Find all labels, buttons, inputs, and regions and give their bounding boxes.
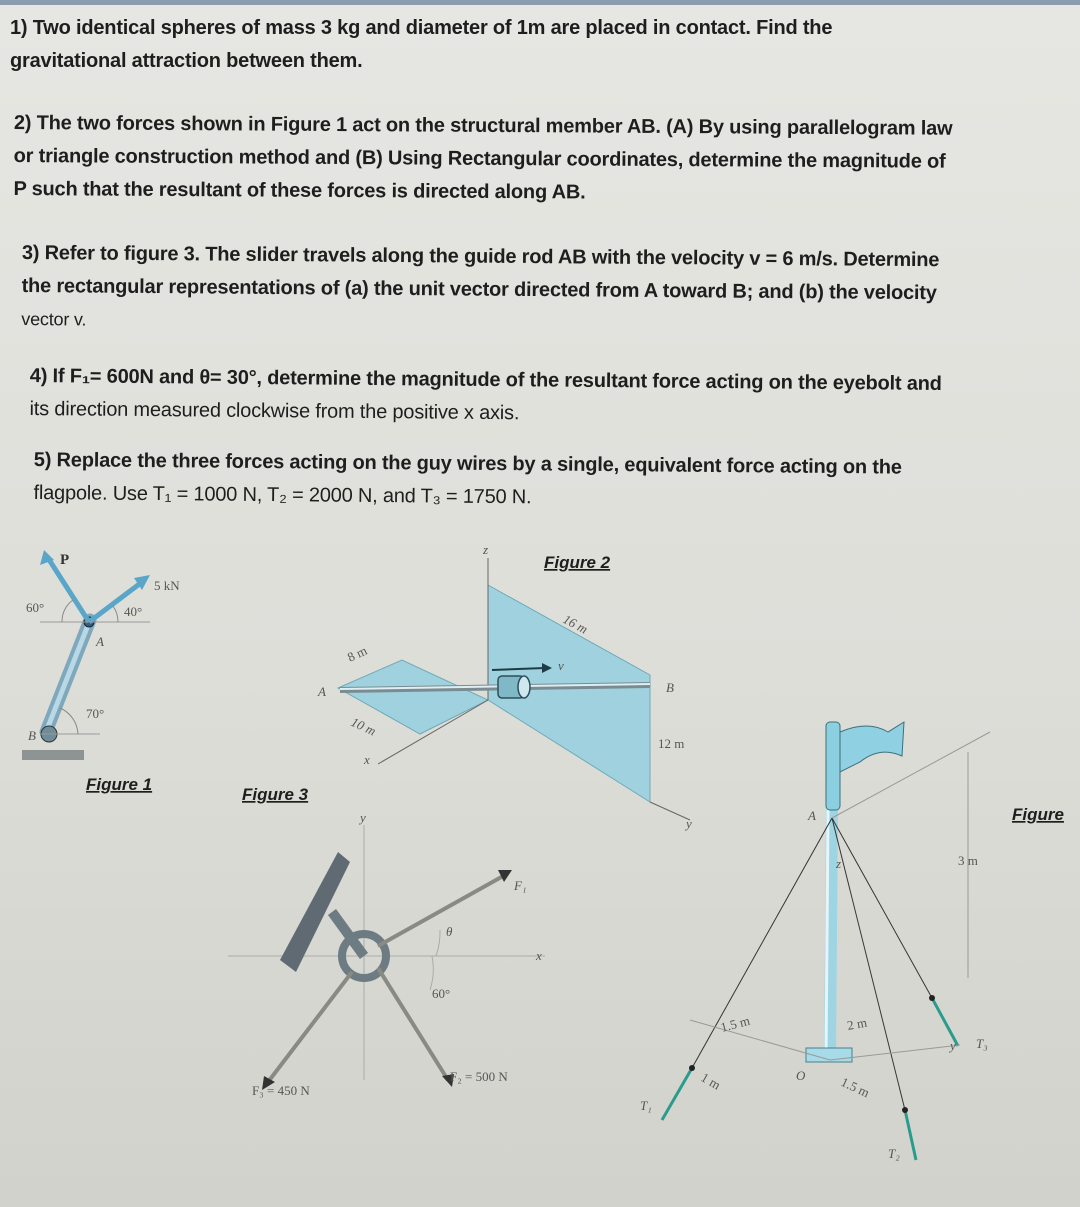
question-2-line-3: P such that the resultant of these forces is directed along AB. [13,177,586,204]
label-2m: 2 m [845,1014,869,1033]
label-10m: 10 m [348,714,379,739]
dimension-line-base [690,1020,830,1060]
label-b: B [666,680,674,695]
label-theta: θ [446,924,453,939]
figure-1 [22,550,180,794]
question-1-line-2: gravitational attraction between them. [10,50,363,72]
cable-f3 [268,972,352,1082]
tension-t2-arrow [905,1110,916,1160]
label-60: 60° [432,986,451,1001]
label-b: B [28,728,36,743]
anchor-1 [689,1065,695,1071]
label-t3: T₃ [976,1036,988,1051]
label-1-5m-a: 1.5 m [718,1012,752,1035]
figure-4 [640,722,1064,1161]
question-5-line-2: flagpole. Use T₁ = 1000 N, T₂ = 2000 N, and T₃ = 1750 N. [33,481,532,509]
label-f3: F₃ = 450 N [252,1083,310,1098]
label-p: P [60,552,70,568]
angle-arc-b [60,708,78,734]
question-2 [13,107,952,212]
question-1 [10,12,832,78]
label-x: x [364,752,370,767]
question-5-line-1: 5) Replace the three forces acting on the guy wires by a single, equivalent force acting on the [33,448,902,479]
label-z: z [836,856,842,871]
figure-2-caption: Figure 2 [544,553,611,572]
label-a: A [318,684,326,699]
label-angle-40: 40° [124,604,143,619]
figure-4-caption: Figure [1012,805,1064,824]
ground-support [22,750,84,760]
figure-3 [228,785,545,1098]
flag [840,722,904,772]
angle-arc-f [113,606,118,622]
label-f2: F₂ = 500 N [450,1069,508,1084]
label-1m: 1 m [698,1069,724,1093]
anchor-2 [902,1107,908,1113]
question-3-line-3: vector v. [21,308,87,330]
label-12m: 12 m [658,736,685,751]
figure-2 [317,542,692,831]
label-a: A [808,808,816,823]
label-x: x [536,948,542,963]
angle-arc-theta [436,930,440,956]
question-4-line-1: 4) If F₁= 600N and θ= 30°, determine the magnitude of the resultant force acting on the eyebolt and [29,364,942,395]
label-16m: 16 m [560,611,591,637]
label-z: z [483,542,489,557]
label-y: y [360,810,366,825]
cable-f2 [378,968,451,1080]
label-a: A [96,634,104,649]
photo-top-edge [0,0,1080,5]
question-2-line-2: or triangle construction method and (B) Using Rectangular coordinates, determine the magnitude of [13,144,946,173]
question-4-line-2: its direction measured clockwise from the positive x axis. [29,397,520,425]
guy-wire-2 [832,818,905,1110]
angle-arc-60 [430,956,433,990]
question-2-line-1: 2) The two forces shown in Figure 1 act on the structural member AB. (A) By using parallelogram law [13,111,953,140]
label-3m: 3 m [958,853,978,868]
anchor-3 [929,995,935,1001]
cable-f1 [378,875,505,946]
question-1-line-1: 1) Two identical spheres of mass 3 kg and diameter of 1m are placed in contact. Find the [10,17,833,39]
tension-t1-arrow [662,1068,692,1120]
label-5kn: 5 kN [154,578,180,593]
label-v: v [558,658,564,673]
label-y: y [686,816,692,831]
question-3-line-2: the rectangular representations of (a) the unit vector directed from A toward B; and (b) the velocity [21,274,937,305]
label-angle-70: 70° [86,706,105,721]
figure-1-caption: Figure 1 [86,775,153,794]
flagpole-highlight [826,810,828,1058]
question-5 [33,444,901,518]
label-y: y [950,1038,956,1053]
label-8m: 8 m [344,642,370,665]
figures-area [0,520,1080,1207]
question-4 [29,360,941,434]
guy-wire-1 [692,818,832,1068]
guy-wire-3 [832,818,932,998]
label-o: O [796,1068,806,1083]
label-angle-60: 60° [26,600,45,615]
member-ab-highlight [46,620,90,732]
label-f1: F₁ [514,878,527,893]
question-3-line-1: 3) Refer to figure 3. The slider travels along the guide rod AB with the velocity v = 6 m/s. Determine [21,241,940,272]
angle-arc-p [62,600,73,622]
figure-3-caption: Figure 3 [242,785,309,804]
slider-end [518,676,530,698]
label-1-5m-b: 1.5 m [838,1074,872,1101]
label-t2: T₂ [888,1146,900,1161]
label-t1: T₁ [640,1098,652,1113]
axis-y [650,802,690,820]
question-3 [21,237,939,343]
flagpole-top [826,722,840,810]
flagpole [830,810,832,1058]
